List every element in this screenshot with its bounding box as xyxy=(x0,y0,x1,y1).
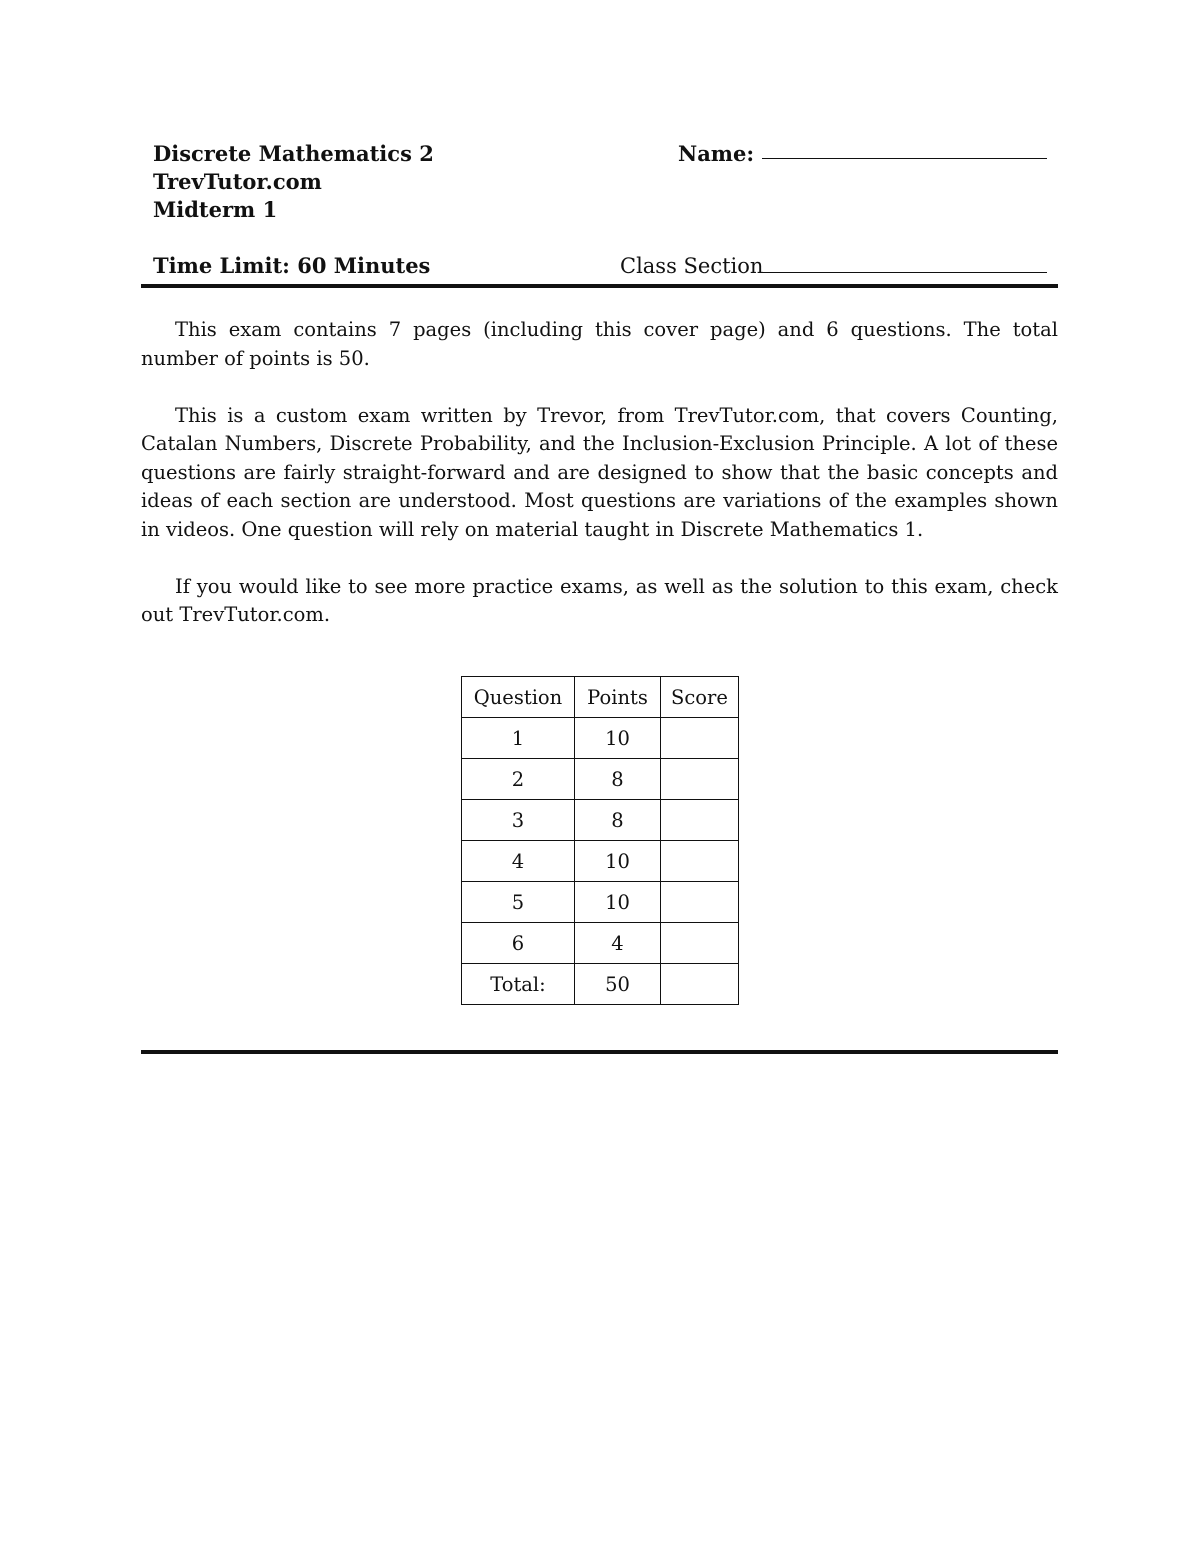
question-number: 5 xyxy=(462,882,575,923)
question-points: 8 xyxy=(575,759,661,800)
question-points: 4 xyxy=(575,923,661,964)
question-points: 10 xyxy=(575,718,661,759)
question-number: 2 xyxy=(462,759,575,800)
intro-text xyxy=(141,316,1058,658)
question-score-cell[interactable] xyxy=(661,923,739,964)
intro-paragraph-3: If you would like to see more practice exams, as well as the solution to this exam, check out TrevTutor.com. xyxy=(141,574,1058,626)
class-section-field-line[interactable] xyxy=(762,272,1047,273)
question-score-cell[interactable] xyxy=(661,800,739,841)
footer-divider xyxy=(141,1050,1058,1054)
name-label: Name: xyxy=(678,141,755,166)
total-points: 50 xyxy=(575,964,661,1005)
class-section-label: Class Section xyxy=(620,254,764,278)
header-score: Score xyxy=(661,677,739,718)
site-name: TrevTutor.com xyxy=(153,169,322,194)
question-number: 3 xyxy=(462,800,575,841)
course-title: Discrete Mathematics 2 xyxy=(153,141,434,166)
table-header-row xyxy=(462,677,739,718)
header-question: Question xyxy=(462,677,575,718)
question-score-cell[interactable] xyxy=(661,718,739,759)
question-points: 10 xyxy=(575,841,661,882)
table-row xyxy=(462,800,739,841)
table-row xyxy=(462,841,739,882)
name-field-line[interactable] xyxy=(762,158,1047,159)
table-row xyxy=(462,759,739,800)
question-number: 1 xyxy=(462,718,575,759)
intro-paragraph-2: This is a custom exam written by Trevor, from TrevTutor.com, that covers Counting, Catalan Numbers, Discrete Probability, and the Inclusion-Exclusion Principle. A lot of these questions are fairly straight-forward and are designed to show that the basic concepts and ideas of each section are understood. Most questions are variations of the examples shown in videos. One question will rely on material taught in Discrete Mathematics 1. xyxy=(141,403,1058,541)
question-score-cell[interactable] xyxy=(661,882,739,923)
question-points: 10 xyxy=(575,882,661,923)
exam-title: Midterm 1 xyxy=(153,197,278,222)
course-header xyxy=(153,140,434,224)
header-divider xyxy=(141,284,1058,288)
intro-paragraph-1: This exam contains 7 pages (including this cover page) and 6 questions. The total number of points is 50. xyxy=(141,318,1058,370)
question-number: 6 xyxy=(462,923,575,964)
table-row xyxy=(462,882,739,923)
total-row xyxy=(462,964,739,1005)
question-number: 4 xyxy=(462,841,575,882)
table-row xyxy=(462,923,739,964)
question-score-cell[interactable] xyxy=(661,841,739,882)
table-row xyxy=(462,718,739,759)
question-points: 8 xyxy=(575,800,661,841)
score-table xyxy=(461,676,739,1005)
question-score-cell[interactable] xyxy=(661,759,739,800)
header-points: Points xyxy=(575,677,661,718)
total-score-cell[interactable] xyxy=(661,964,739,1005)
time-limit: Time Limit: 60 Minutes xyxy=(153,253,431,278)
total-label: Total: xyxy=(462,964,575,1005)
